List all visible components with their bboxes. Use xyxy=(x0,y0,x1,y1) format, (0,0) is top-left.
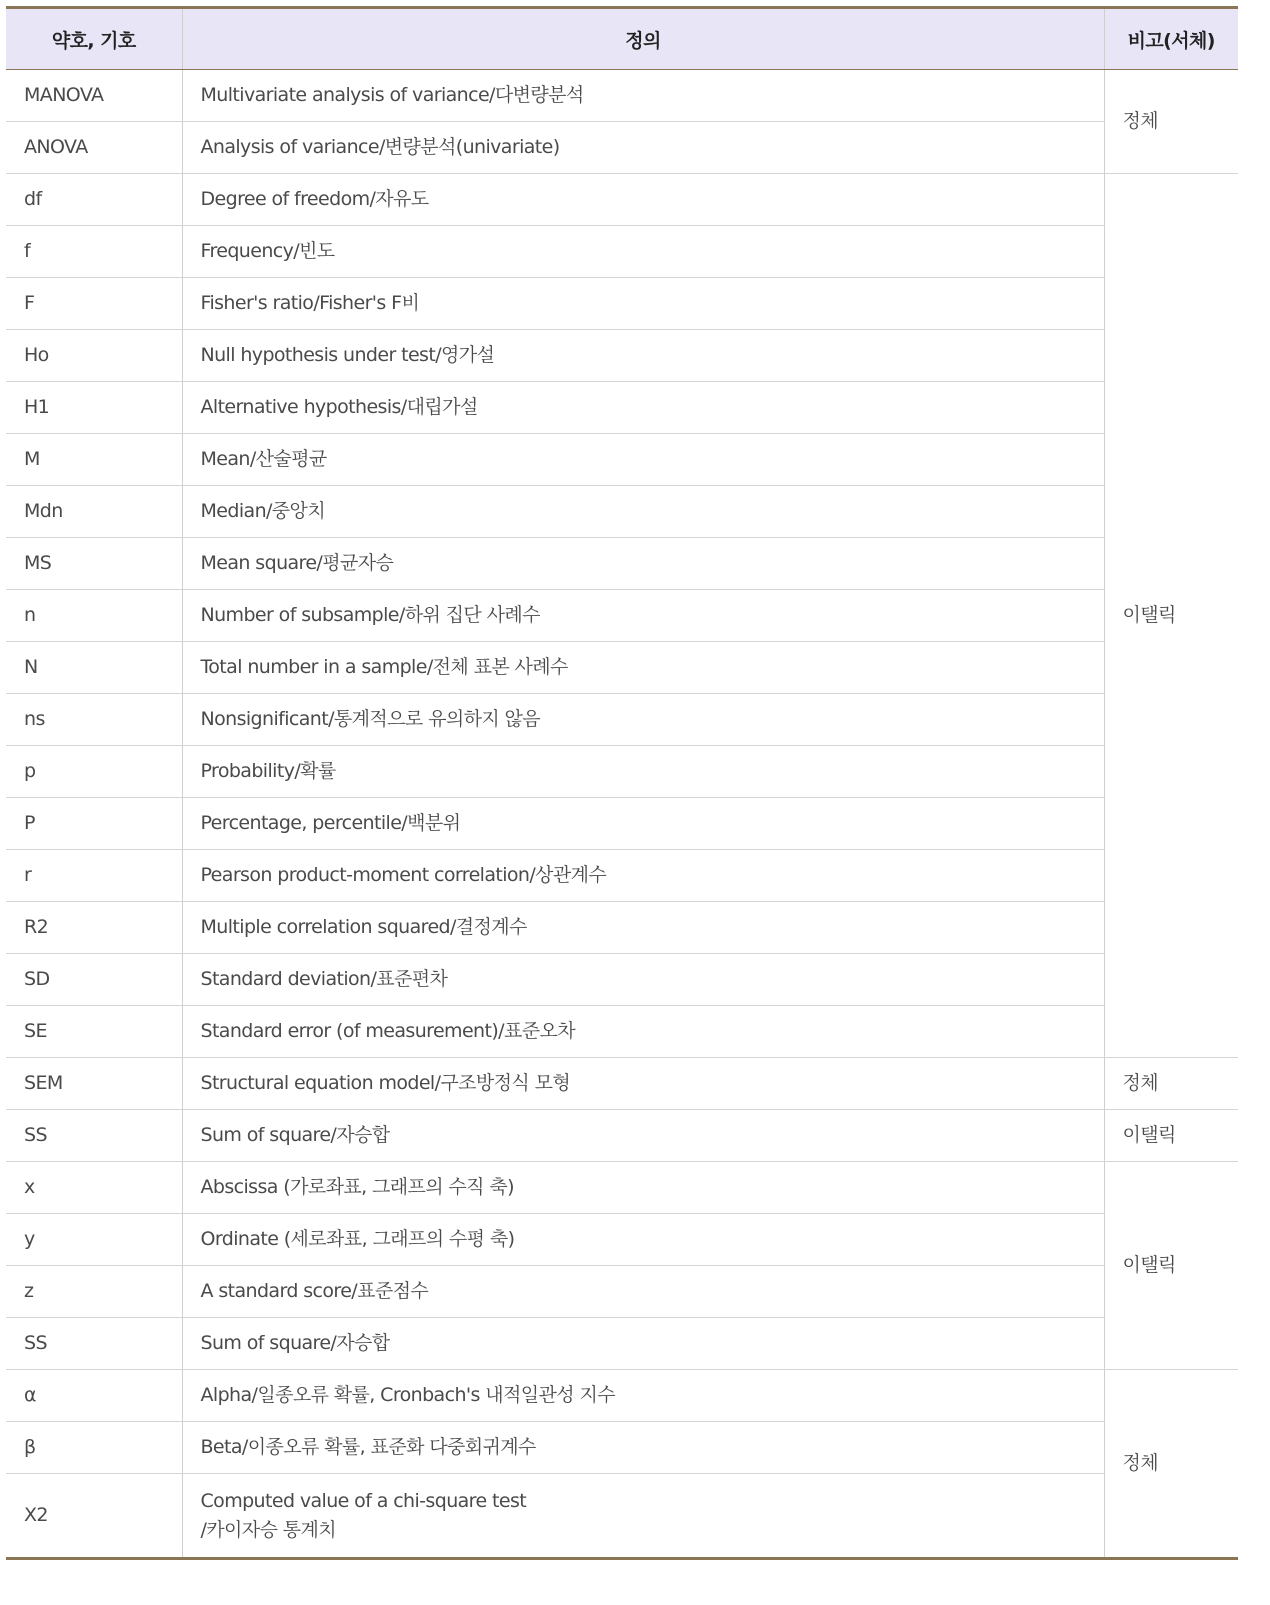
abbr-cell: ANOVA xyxy=(6,122,182,174)
table-row xyxy=(6,330,1238,382)
table-row xyxy=(6,590,1238,642)
table-row xyxy=(6,1474,1238,1559)
abbr-cell: SEM xyxy=(6,1058,182,1110)
abbr-cell: x xyxy=(6,1162,182,1214)
table-row xyxy=(6,850,1238,902)
table-row xyxy=(6,1422,1238,1474)
abbr-cell: H1 xyxy=(6,382,182,434)
abbr-cell: r xyxy=(6,850,182,902)
abbr-cell: P xyxy=(6,798,182,850)
definition-cell: Mean/산술평균 xyxy=(182,434,1104,486)
table-row xyxy=(6,902,1238,954)
abbreviation-table xyxy=(6,6,1238,1560)
definition-cell: Median/중앙치 xyxy=(182,486,1104,538)
abbr-cell: ns xyxy=(6,694,182,746)
note-cell: 이탤릭 xyxy=(1104,1162,1238,1370)
table-row xyxy=(6,694,1238,746)
table-row xyxy=(6,382,1238,434)
note-cell: 정체 xyxy=(1104,1058,1238,1110)
note-cell: 이탤릭 xyxy=(1104,1110,1238,1162)
definition-cell xyxy=(182,1474,1104,1559)
abbr-cell: SS xyxy=(6,1318,182,1370)
table-row xyxy=(6,122,1238,174)
definition-cell: Standard error (of measurement)/표준오차 xyxy=(182,1006,1104,1058)
definition-cell: Alpha/일종오류 확률, Cronbach's 내적일관성 지수 xyxy=(182,1370,1104,1422)
table-row xyxy=(6,434,1238,486)
abbr-cell: β xyxy=(6,1422,182,1474)
table-row xyxy=(6,1162,1238,1214)
abbr-cell: Mdn xyxy=(6,486,182,538)
table-row xyxy=(6,954,1238,1006)
abbr-cell: df xyxy=(6,174,182,226)
abbr-cell: N xyxy=(6,642,182,694)
definition-cell: Structural equation model/구조방정식 모형 xyxy=(182,1058,1104,1110)
abbr-cell: Ho xyxy=(6,330,182,382)
abbr-cell: y xyxy=(6,1214,182,1266)
definition-cell: Standard deviation/표준편차 xyxy=(182,954,1104,1006)
definition-cell: Alternative hypothesis/대립가설 xyxy=(182,382,1104,434)
definition-line: Computed value of a chi-square test xyxy=(200,1489,527,1512)
table-row xyxy=(6,278,1238,330)
abbr-cell: MANOVA xyxy=(6,70,182,122)
table-row xyxy=(6,1266,1238,1318)
table-row xyxy=(6,226,1238,278)
definition-cell: Multiple correlation squared/결정계수 xyxy=(182,902,1104,954)
definition-cell: Abscissa (가로좌표, 그래프의 수직 축) xyxy=(182,1162,1104,1214)
table-row xyxy=(6,174,1238,226)
table-row xyxy=(6,1058,1238,1110)
table-row xyxy=(6,1006,1238,1058)
definition-cell: Total number in a sample/전체 표본 사례수 xyxy=(182,642,1104,694)
definition-cell: A standard score/표준점수 xyxy=(182,1266,1104,1318)
header-note: 비고(서체) xyxy=(1104,8,1238,70)
abbr-cell: SE xyxy=(6,1006,182,1058)
table-row xyxy=(6,746,1238,798)
table-row xyxy=(6,798,1238,850)
table-row xyxy=(6,1370,1238,1422)
definition-cell: Sum of square/자승합 xyxy=(182,1110,1104,1162)
definition-cell: Multivariate analysis of variance/다변량분석 xyxy=(182,70,1104,122)
note-cell: 이탤릭 xyxy=(1104,174,1238,1058)
abbr-cell: MS xyxy=(6,538,182,590)
table-row xyxy=(6,1318,1238,1370)
definition-cell: Mean square/평균자승 xyxy=(182,538,1104,590)
definition-cell: Analysis of variance/변량분석(univariate) xyxy=(182,122,1104,174)
definition-cell: Probability/확률 xyxy=(182,746,1104,798)
note-cell: 정체 xyxy=(1104,1370,1238,1559)
note-cell: 정체 xyxy=(1104,70,1238,174)
header-abbr: 약호, 기호 xyxy=(6,8,182,70)
definition-cell: Number of subsample/하위 집단 사례수 xyxy=(182,590,1104,642)
table-row xyxy=(6,538,1238,590)
table-row xyxy=(6,1214,1238,1266)
definition-cell: Fisher's ratio/Fisher's F비 xyxy=(182,278,1104,330)
definition-cell: Frequency/빈도 xyxy=(182,226,1104,278)
abbr-cell: M xyxy=(6,434,182,486)
abbr-cell: n xyxy=(6,590,182,642)
definition-cell: Sum of square/자승합 xyxy=(182,1318,1104,1370)
abbr-cell: R2 xyxy=(6,902,182,954)
abbr-cell: α xyxy=(6,1370,182,1422)
definition-cell: Ordinate (세로좌표, 그래프의 수평 축) xyxy=(182,1214,1104,1266)
table-row xyxy=(6,1110,1238,1162)
abbr-cell: X2 xyxy=(24,1504,48,1526)
abbr-cell: SS xyxy=(6,1110,182,1162)
table-row xyxy=(6,70,1238,122)
abbr-cell: z xyxy=(6,1266,182,1318)
definition-cell: Beta/이종오류 확률, 표준화 다중회귀계수 xyxy=(182,1422,1104,1474)
definition-cell: Pearson product-moment correlation/상관계수 xyxy=(182,850,1104,902)
definition-cell: Degree of freedom/자유도 xyxy=(182,174,1104,226)
table-header-row xyxy=(6,8,1238,70)
abbr-cell: p xyxy=(6,746,182,798)
abbr-cell: f xyxy=(6,226,182,278)
table-row xyxy=(6,486,1238,538)
definition-cell: Null hypothesis under test/영가설 xyxy=(182,330,1104,382)
header-definition: 정의 xyxy=(182,8,1104,70)
definition-line: /카이자승 통계치 xyxy=(200,1518,337,1541)
definition-cell: Nonsignificant/통계적으로 유의하지 않음 xyxy=(182,694,1104,746)
table-row xyxy=(6,642,1238,694)
definition-cell: Percentage, percentile/백분위 xyxy=(182,798,1104,850)
abbr-cell: SD xyxy=(6,954,182,1006)
abbr-cell: F xyxy=(6,278,182,330)
